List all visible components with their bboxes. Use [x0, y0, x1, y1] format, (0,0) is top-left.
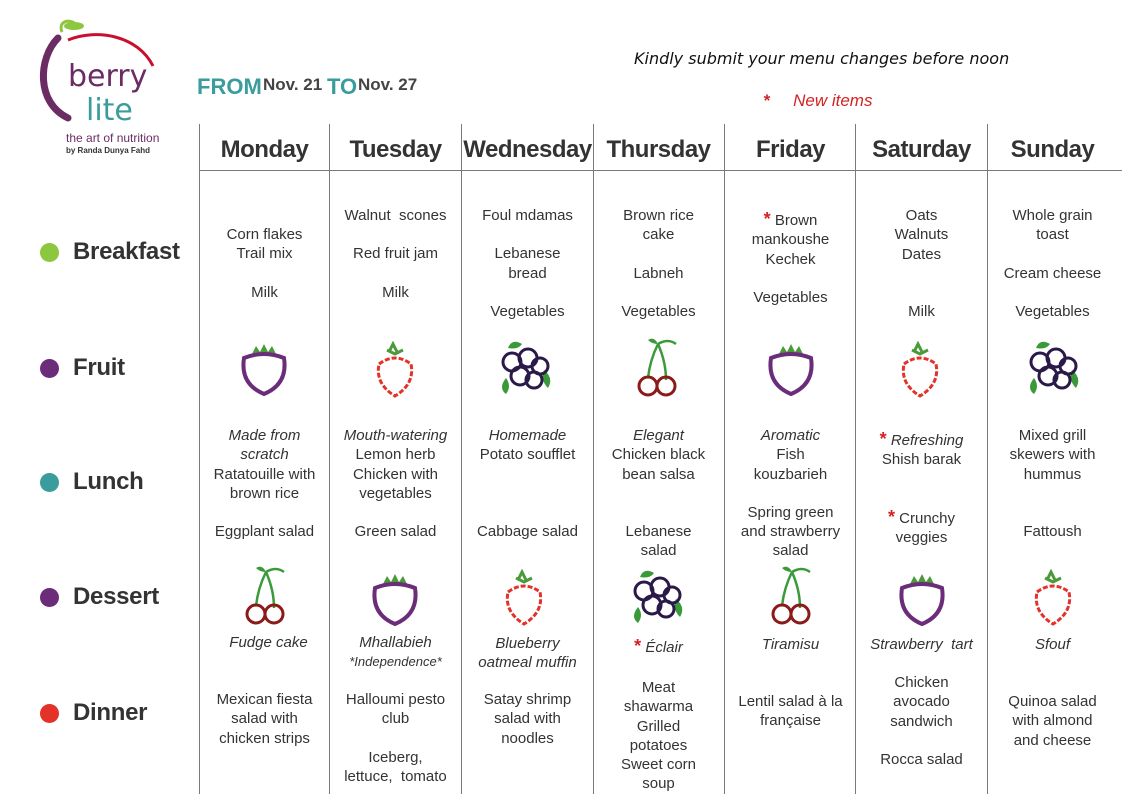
menu-item: Milk [382, 283, 409, 301]
new-item-star: * [879, 429, 887, 449]
menu-item: Satay shrimp [483, 691, 572, 708]
from-label: FROM [197, 74, 262, 99]
menu-item: Crunchy [899, 509, 956, 527]
lunch-wednesday [462, 426, 593, 541]
berry-lite-logo [28, 18, 178, 168]
dessert-monday [203, 633, 334, 652]
menu-item: Lentil salad à la [738, 693, 843, 710]
plum-icon [892, 566, 952, 630]
logo-tagline: the art of nutrition [66, 131, 160, 145]
from-date: Nov. 21 [263, 75, 323, 94]
meal-label-fruit: Fruit [73, 354, 125, 381]
day-header-tuesday: Tuesday [349, 136, 442, 163]
breakfast-dot-icon [40, 243, 59, 262]
new-item-star: * [887, 506, 895, 527]
menu-item: française [760, 712, 821, 730]
new-items-star: * [763, 91, 770, 110]
menu-item: Fudge cake [229, 634, 308, 651]
meal-label-breakfast: Breakfast [73, 238, 180, 265]
fruit-dot-icon [40, 359, 59, 378]
menu-item: salad [772, 542, 809, 560]
lunch-tuesday [330, 426, 461, 541]
menu-item: Aromatic [760, 427, 821, 444]
menu-item: and cheese [1013, 731, 1092, 749]
menu-item: Kechek [765, 250, 816, 268]
menu-item: Meat [641, 679, 676, 696]
lunch-saturday [856, 430, 987, 547]
breakfast-monday [199, 225, 330, 302]
menu-item: Green salad [354, 523, 437, 541]
menu-item: hummus [1023, 465, 1082, 483]
menu-item: shawarma [623, 698, 694, 716]
meal-row-breakfast [40, 238, 180, 266]
day-header-monday: Monday [220, 136, 309, 163]
menu-item: Rocca salad [880, 750, 963, 768]
cherries-icon [628, 334, 688, 398]
menu-item: with almond [1012, 712, 1093, 730]
menu-item: Mexican fiesta [216, 691, 313, 708]
menu-item: Milk [908, 302, 935, 320]
menu-item: Red fruit jam [352, 245, 439, 263]
meal-row-lunch [40, 468, 144, 496]
menu-item: Potato soufflet [479, 446, 576, 464]
lunch-sunday [987, 426, 1118, 541]
logo-byline: by Randa Dunya Fahd [66, 146, 151, 155]
menu-item: Strawberry tart [870, 636, 973, 653]
plum-icon [761, 336, 821, 400]
dinner-tuesday [330, 690, 461, 786]
lunch-dot-icon [40, 473, 59, 492]
menu-item: Cabbage salad [477, 522, 578, 540]
menu-item: Grilled [636, 717, 681, 735]
menu-item: Corn flakes [226, 226, 303, 243]
breakfast-saturday [856, 206, 987, 321]
meal-row-dessert [40, 583, 159, 611]
menu-item: Dates [901, 245, 942, 263]
menu-item: Walnuts [894, 226, 949, 244]
plum-icon [365, 566, 425, 630]
new-item-star: * [763, 209, 771, 229]
menu-item: Blueberry [495, 635, 560, 652]
menu-item: Vegetables [1015, 302, 1090, 320]
blueberries-icon [1022, 334, 1082, 398]
menu-item: Lemon herb [355, 446, 436, 464]
meal-label-dessert: Dessert [73, 583, 159, 610]
menu-item: Vegetables [753, 288, 828, 306]
menu-item: Brown rice [623, 207, 694, 224]
breakfast-tuesday [330, 206, 461, 302]
blueberries-icon [626, 563, 686, 627]
menu-item: Labneh [633, 264, 684, 282]
logo-word-lite: lite [86, 93, 133, 128]
menu-item: oatmeal muffin [478, 654, 577, 672]
menu-item: salad with [231, 710, 298, 728]
menu-item: Fattoush [1023, 522, 1082, 540]
dessert-sunday [987, 635, 1118, 654]
dinner-wednesday [462, 690, 593, 748]
day-header-friday: Friday [755, 136, 826, 163]
menu-item: Elegant [633, 427, 684, 444]
dessert-dot-icon [40, 588, 59, 607]
lunch-thursday [593, 426, 724, 560]
menu-item: Mixed grill [1018, 427, 1087, 444]
day-header-thursday: Thursday [606, 136, 711, 163]
blueberries-icon [494, 334, 554, 398]
menu-item: Éclair [645, 639, 683, 656]
raspberry-icon [494, 566, 554, 630]
menu-item: Foul mdamas [482, 207, 573, 224]
meal-label-lunch: Lunch [73, 468, 144, 495]
menu-item: Spring green [747, 503, 834, 521]
menu-item: and strawberry [740, 523, 841, 541]
menu-item: bread [508, 264, 547, 282]
lunch-friday [725, 426, 856, 561]
menu-item: Chicken with [352, 465, 439, 483]
dinner-monday [199, 690, 330, 748]
menu-item: Refreshing [890, 432, 964, 449]
menu-item: Chicken [894, 674, 949, 691]
menu-item: bean salsa [622, 465, 695, 483]
to-label: TO [327, 74, 358, 99]
meal-row-fruit [40, 354, 125, 382]
menu-item: Fish [776, 446, 805, 464]
menu-item: Homemade [488, 427, 567, 444]
menu-item: Trail mix [236, 245, 293, 263]
raspberry-icon [890, 338, 950, 402]
menu-item: skewers with [1009, 446, 1096, 464]
menu-item: Chicken black [611, 446, 706, 464]
menu-item: Whole grain [1012, 207, 1093, 224]
day-header-sunday: Sunday [1010, 136, 1095, 163]
dinner-thursday [593, 678, 724, 794]
dinner-dot-icon [40, 704, 59, 723]
menu-item: Sweet corn [620, 756, 697, 774]
dessert-friday [725, 635, 856, 654]
plum-icon [234, 336, 294, 400]
notice-text: Kindly submit your menu changes before noon [634, 49, 1010, 68]
cherries-icon [236, 562, 296, 626]
menu-item: *Independence* [349, 654, 442, 670]
menu-item: Lebanese [625, 522, 692, 540]
menu-item: salad [640, 542, 677, 560]
menu-item: Cream cheese [1003, 264, 1102, 282]
menu-item: Walnut scones [344, 207, 447, 224]
logo-word-berry: berry [68, 59, 148, 94]
breakfast-sunday [987, 206, 1118, 321]
menu-item: sandwich [890, 712, 953, 730]
menu-item: noodles [501, 729, 554, 747]
dinner-sunday [987, 692, 1118, 750]
menu-item: Vegetables [490, 302, 565, 320]
menu-item: toast [1036, 226, 1069, 244]
dinner-saturday [856, 673, 987, 769]
lunch-monday [199, 426, 330, 541]
day-header-wednesday: Wednesday [463, 136, 592, 163]
dinner-friday [725, 692, 856, 731]
header-divider [199, 170, 1122, 171]
menu-item: avocado [893, 693, 950, 711]
menu-item: Mouth-watering [343, 427, 448, 444]
menu-item: potatoes [629, 736, 688, 754]
menu-item: Tiramisu [761, 636, 820, 653]
menu-item: scratch [240, 446, 289, 464]
menu-item: mankoushe [751, 231, 830, 249]
menu-item: club [381, 710, 410, 728]
menu-item: Sfouf [1034, 636, 1071, 653]
menu-item: Vegetables [621, 302, 696, 320]
new-items-legend [763, 91, 872, 111]
menu-item: soup [642, 775, 675, 793]
menu-item: Milk [251, 283, 278, 301]
berry-logo-icon [28, 18, 178, 138]
new-item-star: * [634, 636, 642, 656]
to-date: Nov. 27 [358, 75, 418, 94]
menu-item: brown rice [229, 484, 300, 502]
raspberry-icon [1023, 566, 1083, 630]
new-items-label: New items [793, 91, 873, 110]
breakfast-wednesday [462, 206, 593, 321]
dessert-tuesday [330, 633, 461, 672]
menu-item: Mhallabieh [359, 634, 432, 651]
dessert-saturday [856, 635, 987, 654]
menu-item: salad with [494, 710, 561, 728]
cherries-icon [762, 562, 822, 626]
menu-item: Eggplant salad [214, 523, 315, 541]
dessert-thursday [593, 637, 724, 657]
menu-item: Ratatouille with [213, 465, 316, 483]
menu-item: Iceberg, [368, 748, 423, 766]
menu-item: Lebanese [494, 245, 561, 263]
menu-item: veggies [895, 528, 948, 546]
menu-item: kouzbarieh [753, 465, 828, 483]
dessert-wednesday [462, 634, 593, 673]
menu-item: Brown [774, 212, 818, 229]
meal-label-dinner: Dinner [73, 699, 148, 726]
menu-item: chicken strips [219, 729, 310, 747]
breakfast-friday [725, 210, 856, 307]
menu-item: Shish barak [881, 451, 962, 469]
raspberry-icon [365, 338, 425, 402]
menu-item: lettuce, tomato [344, 767, 447, 785]
menu-item: cake [642, 226, 675, 244]
day-header-saturday: Saturday [872, 136, 971, 163]
breakfast-thursday [593, 206, 724, 321]
menu-item: vegetables [359, 484, 432, 502]
meal-row-dinner [40, 699, 147, 727]
menu-item: Halloumi pesto [345, 691, 446, 708]
menu-item: Oats [905, 207, 938, 224]
menu-item: Quinoa salad [1008, 693, 1097, 710]
menu-item: Made from [228, 427, 301, 444]
